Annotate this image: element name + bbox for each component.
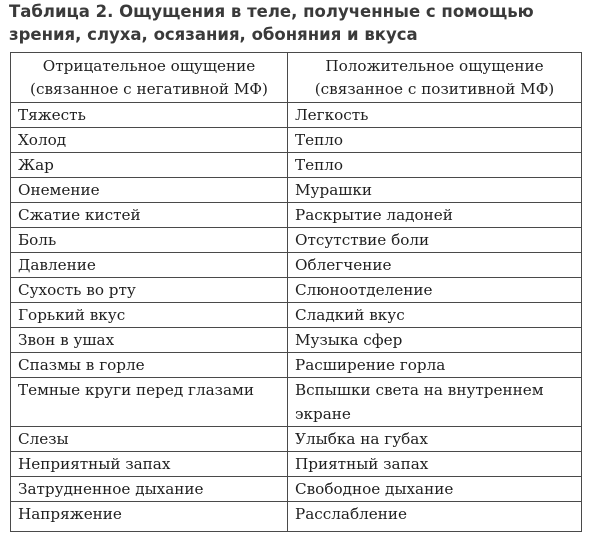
header-negative-line-1: Отрицательное ощущение xyxy=(42,57,256,75)
header-positive-line-1: Положительное ощущение xyxy=(325,57,544,75)
header-row xyxy=(11,53,582,103)
table-row xyxy=(11,278,582,303)
positive-sensation-cell: Тепло xyxy=(288,153,582,178)
negative-sensation-cell: Холод xyxy=(11,128,288,153)
negative-sensation-cell: Давление xyxy=(11,253,288,278)
positive-sensation-cell: Раскрытие ладоней xyxy=(288,203,582,228)
negative-sensation-cell: Затрудненное дыхание xyxy=(11,477,288,502)
negative-sensation-cell: Сухость во рту xyxy=(11,278,288,303)
positive-sensation-cell: Облегчение xyxy=(288,253,582,278)
negative-sensation-cell: Спазмы в горле xyxy=(11,353,288,378)
positive-sensation-cell: Отсутствие боли xyxy=(288,228,582,253)
table-row xyxy=(11,353,582,378)
table-row xyxy=(11,153,582,178)
table-header xyxy=(11,53,582,103)
positive-sensation-cell: Мурашки xyxy=(288,178,582,203)
positive-sensation-cell: Слюноотделение xyxy=(288,278,582,303)
table-caption-line-1: Таблица 2. Ощущения в теле, полученные с помощью xyxy=(9,2,534,21)
header-positive-line-2: (связанное с позитивной МФ) xyxy=(314,80,555,98)
table-row xyxy=(11,452,582,477)
table-row xyxy=(11,228,582,253)
positive-sensation-cell: Улыбка на губах xyxy=(288,427,582,452)
positive-sensation-cell: Музыка сфер xyxy=(288,328,582,353)
table-row xyxy=(11,303,582,328)
table-row xyxy=(11,378,582,427)
table-row xyxy=(11,128,582,153)
positive-sensation-cell: Вспышки света на внутреннем экране xyxy=(288,378,582,427)
table-row xyxy=(11,178,582,203)
table-row xyxy=(11,328,582,353)
negative-sensation-cell: Сжатие кистей xyxy=(11,203,288,228)
header-positive-sensation xyxy=(288,53,582,103)
sensations-table xyxy=(10,52,582,532)
table-row xyxy=(11,427,582,452)
positive-sensation-cell: Расслабление xyxy=(288,502,582,532)
negative-sensation-cell: Звон в ушах xyxy=(11,328,288,353)
positive-sensation-cell: Легкость xyxy=(288,103,582,128)
negative-sensation-cell: Жар xyxy=(11,153,288,178)
table-body xyxy=(11,103,582,532)
header-negative-sensation xyxy=(11,53,288,103)
negative-sensation-cell: Боль xyxy=(11,228,288,253)
negative-sensation-cell: Напряжение xyxy=(11,502,288,532)
negative-sensation-cell: Тяжесть xyxy=(11,103,288,128)
table-row xyxy=(11,477,582,502)
negative-sensation-cell: Горький вкус xyxy=(11,303,288,328)
table-row xyxy=(11,502,582,532)
positive-sensation-cell: Приятный запах xyxy=(288,452,582,477)
table-caption-line-2: зрения, слуха, осязания, обоняния и вкуса xyxy=(9,25,418,44)
positive-sensation-cell: Тепло xyxy=(288,128,582,153)
table-row xyxy=(11,253,582,278)
negative-sensation-cell: Неприятный запах xyxy=(11,452,288,477)
table-caption xyxy=(9,0,584,46)
negative-sensation-cell: Онемение xyxy=(11,178,288,203)
positive-sensation-cell: Свободное дыхание xyxy=(288,477,582,502)
positive-sensation-cell: Сладкий вкус xyxy=(288,303,582,328)
table-row xyxy=(11,103,582,128)
header-negative-line-2: (связанное с негативной МФ) xyxy=(30,80,268,98)
table-row xyxy=(11,203,582,228)
positive-sensation-cell: Расширение горла xyxy=(288,353,582,378)
negative-sensation-cell: Темные круги перед глазами xyxy=(11,378,288,427)
negative-sensation-cell: Слезы xyxy=(11,427,288,452)
